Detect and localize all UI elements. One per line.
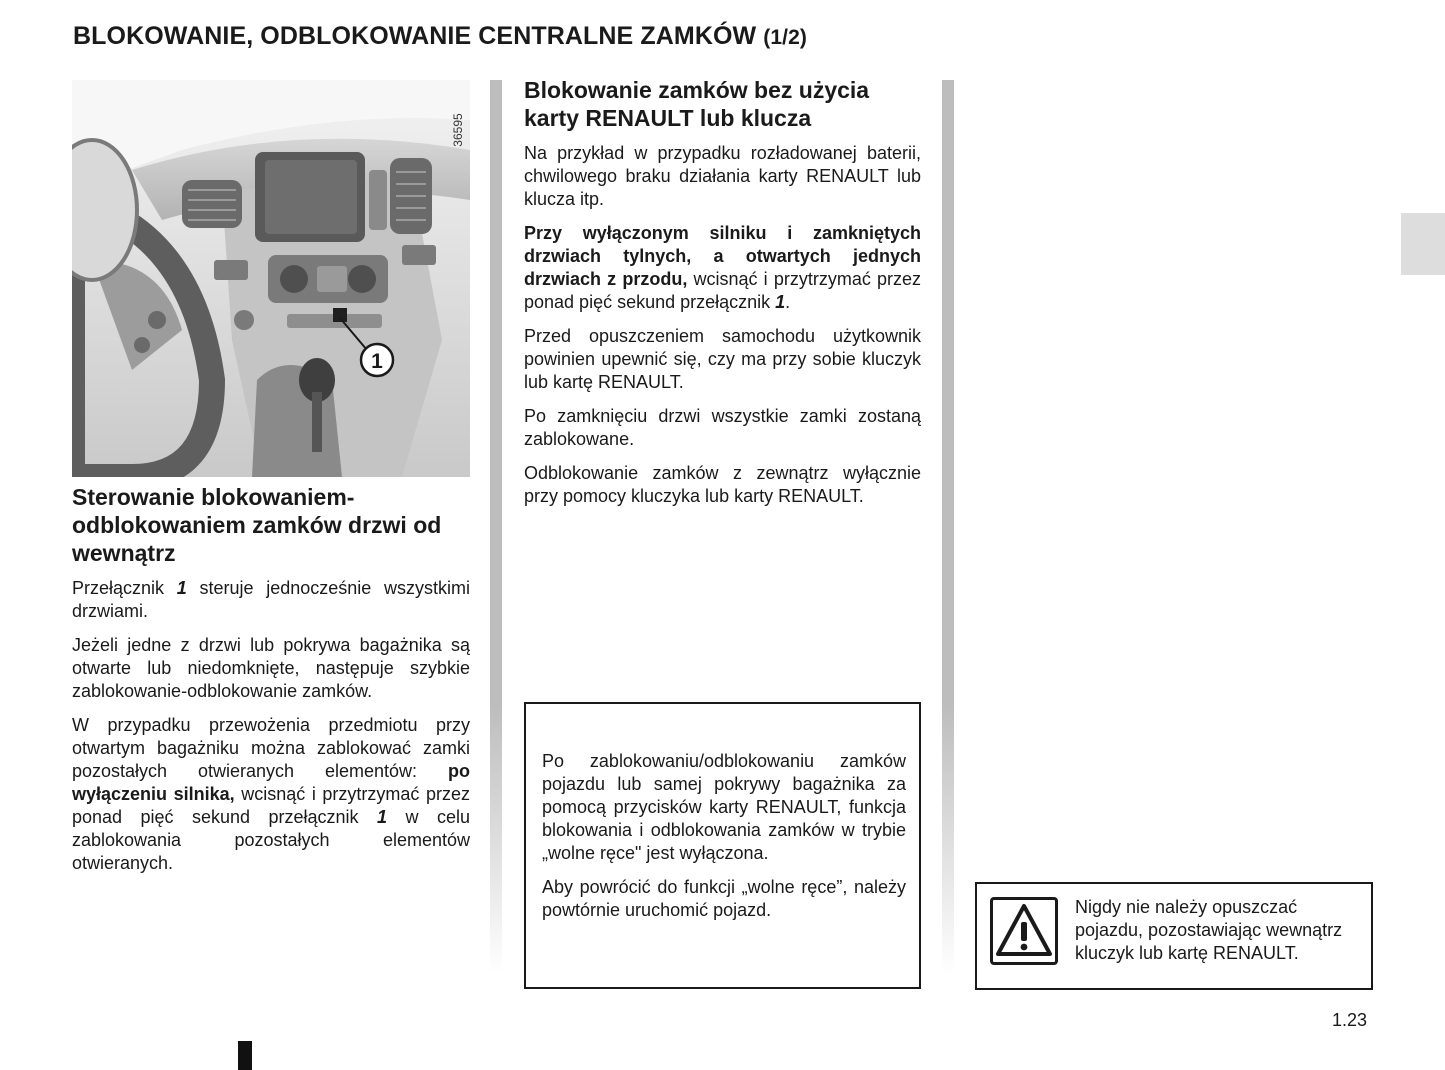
left-column xyxy=(72,483,470,886)
switch-ref: 1 xyxy=(775,292,786,312)
callout-number: 1 xyxy=(371,350,383,373)
warning-triangle-icon xyxy=(990,897,1058,965)
text-span: w celu zablokowania pozostałych elementów otwieranych. xyxy=(72,807,471,873)
column-separator-right xyxy=(942,80,954,975)
text-span: wcisnąć i przytrzymać przez ponad pięć sekund przełącznik xyxy=(524,269,921,312)
text-span: Przełącznik xyxy=(72,578,177,598)
middle-paragraph-1: Na przykład w przypadku rozładowanej baterii, chwilowego braku działania karty RENAULT lub klucza itp. xyxy=(524,143,921,209)
page-number: 1.23 xyxy=(1332,1010,1368,1030)
note-paragraph-2: Aby powrócić do funkcji „wolne ręce”, należy powtórnie uruchomić pojazd. xyxy=(542,877,906,920)
note-box xyxy=(524,702,921,989)
middle-column xyxy=(524,76,921,519)
text-span: W przypadku przewożenia przedmiotu przy otwartym bagażniku można zablokować zamki pozostałych otwieranych elementów: xyxy=(72,715,470,781)
left-paragraph-1 xyxy=(72,577,470,623)
note-paragraph-1: Po zablokowaniu/odblokowaniu zamków pojazdu lub samej pokrywy bagażnika za pomocą przycisków karty RENAULT, funkcja blokowania i odblokowania zamków w trybie „wolne ręce" jest wyłączona. xyxy=(542,751,906,863)
left-paragraph-3 xyxy=(72,714,470,875)
section-tab xyxy=(1401,213,1445,275)
column-separator-left xyxy=(490,80,502,975)
page-title-text: BLOKOWANIE, ODBLOKOWANIE CENTRALNE ZAMKÓW xyxy=(73,22,757,50)
middle-paragraph-3: Przed opuszczeniem samochodu użytkownik powinien upewnić się, czy ma przy sobie kluczyk lub kartę RENAULT. xyxy=(524,326,921,392)
switch-ref: 1 xyxy=(377,807,388,827)
text-span: steruje jednocześnie wszystkimi drzwiami. xyxy=(72,578,470,621)
text-span: . xyxy=(785,292,791,312)
left-paragraph-2: Jeżeli jedne z drzwi lub pokrywa bagażnika są otwarte lub niedomknięte, następuje szybkie zablokowanie-odblokowanie zamków. xyxy=(72,635,470,701)
bold-text: po wyłączeniu silnika, xyxy=(72,761,470,804)
note-content xyxy=(542,750,906,933)
middle-paragraph-4: Po zamknięciu drzwi wszystkie zamki zostaną zablokowane. xyxy=(524,406,921,449)
bold-text: Przy wyłączonym silniku i zamkniętych drzwiach tylnych, a otwartych jednych drzwiach z przodu, xyxy=(524,223,921,289)
dashboard-illustration xyxy=(72,80,470,477)
image-ref-number: 36595 xyxy=(451,113,465,147)
middle-heading: Blokowanie zamków bez użycia karty RENAULT lub klucza xyxy=(524,77,870,131)
left-heading: Sterowanie blokowaniem-odblokowaniem zamków drzwi od wewnątrz xyxy=(72,484,442,566)
middle-paragraph-2 xyxy=(524,222,921,314)
warning-text: Nigdy nie należy opuszczać pojazdu, pozostawiając wewnątrz kluczyk lub kartę RENAULT. xyxy=(1075,897,1343,963)
middle-paragraph-5: Odblokowanie zamków z zewnątrz wyłącznie przy pomocy kluczyka lub karty RENAULT. xyxy=(524,463,921,506)
text-span: wcisnąć i przytrzymać przez ponad pięć sekund przełącznik xyxy=(72,784,470,827)
page-title xyxy=(73,22,807,51)
warning-box xyxy=(975,882,1373,990)
print-crop-mark xyxy=(238,1041,252,1070)
page-title-part: (1/2) xyxy=(763,26,807,49)
switch-ref: 1 xyxy=(176,578,187,598)
